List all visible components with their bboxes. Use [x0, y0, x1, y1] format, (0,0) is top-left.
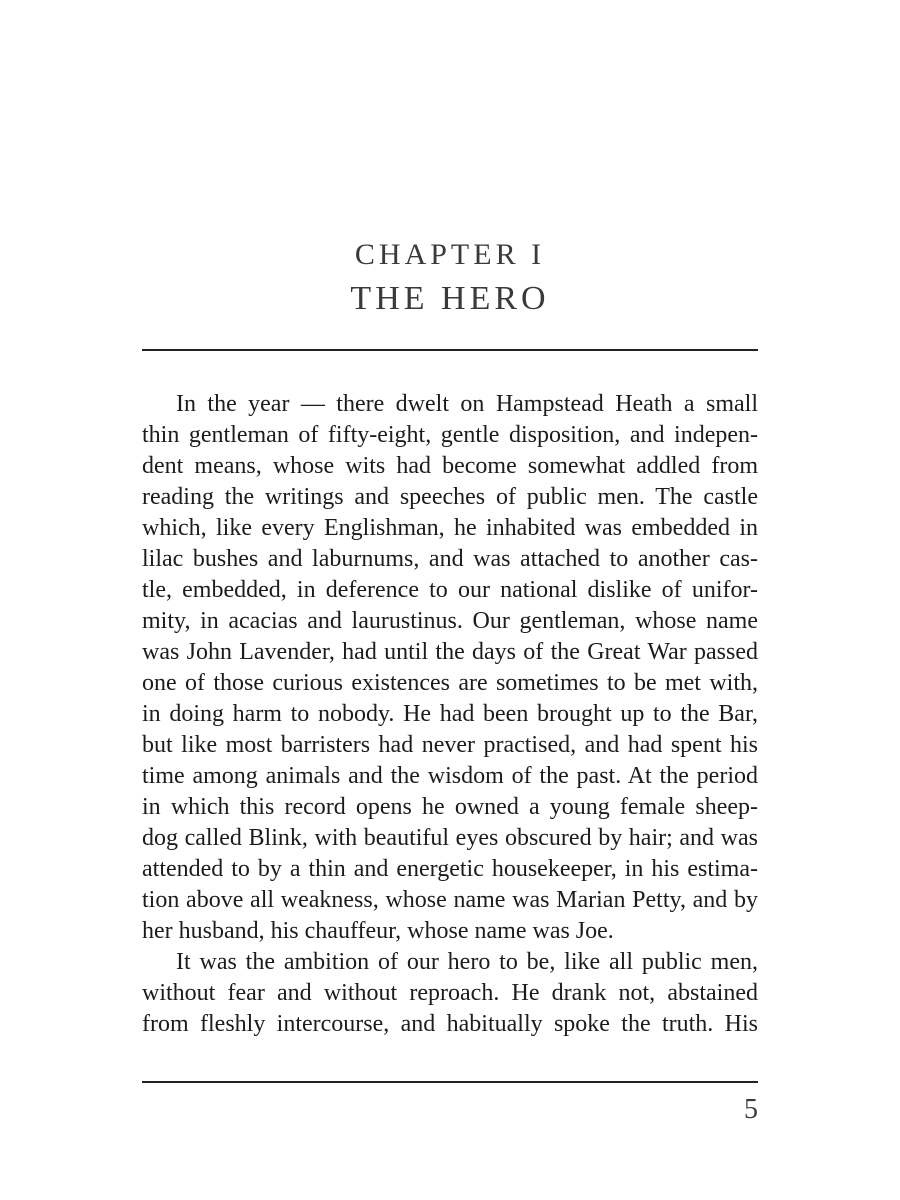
bottom-rule	[142, 1081, 758, 1083]
chapter-title: THE HERO	[350, 280, 550, 317]
text-line: In the year — there dwelt on Hampstead Heath a small	[176, 391, 758, 417]
text-line: tion above all weakness, whose name was Marian Petty, and by	[142, 887, 758, 913]
text-line: It was the ambition of our hero to be, like all public men,	[176, 949, 758, 975]
text-line: from fleshly intercourse, and habitually spoke the truth. His	[142, 1011, 758, 1037]
page-number: 5	[744, 1094, 758, 1125]
text-line: which, like every Englishman, he inhabited was embedded in	[142, 515, 758, 541]
text-line: in which this record opens he owned a young female sheep-	[142, 794, 758, 820]
body-text	[142, 389, 758, 1040]
text-line: attended to by a thin and energetic housekeeper, in his estima-	[142, 856, 758, 882]
paragraph-2	[142, 947, 758, 1040]
text-line: lilac bushes and laburnums, and was attached to another cas-	[142, 546, 758, 572]
text-line: in doing harm to nobody. He had been brought up to the Bar,	[142, 701, 758, 727]
text-line: dent means, whose wits had become somewhat addled from	[142, 453, 758, 479]
text-line: dog called Blink, with beautiful eyes obscured by hair; and was	[142, 825, 758, 851]
text-line: reading the writings and speeches of public men. The castle	[142, 484, 758, 510]
text-line: her husband, his chauffeur, whose name was Joe.	[142, 918, 614, 944]
chapter-label: CHAPTER I	[354, 238, 546, 271]
text-line: was John Lavender, had until the days of the Great War passed	[142, 639, 758, 665]
top-rule	[142, 349, 758, 351]
text-line: but like most barristers had never practised, and had spent his	[142, 732, 758, 758]
text-line: thin gentleman of fifty-eight, gentle disposition, and indepen-	[142, 422, 758, 448]
text-line: time among animals and the wisdom of the past. At the period	[142, 763, 758, 789]
text-line: one of those curious existences are sometimes to be met with,	[142, 670, 758, 696]
text-line: mity, in acacias and laurustinus. Our gentleman, whose name	[142, 608, 758, 634]
paragraph-1	[142, 389, 758, 947]
text-line: tle, embedded, in deference to our national dislike of unifor-	[142, 577, 758, 603]
text-line: without fear and without reproach. He drank not, abstained	[142, 980, 758, 1006]
